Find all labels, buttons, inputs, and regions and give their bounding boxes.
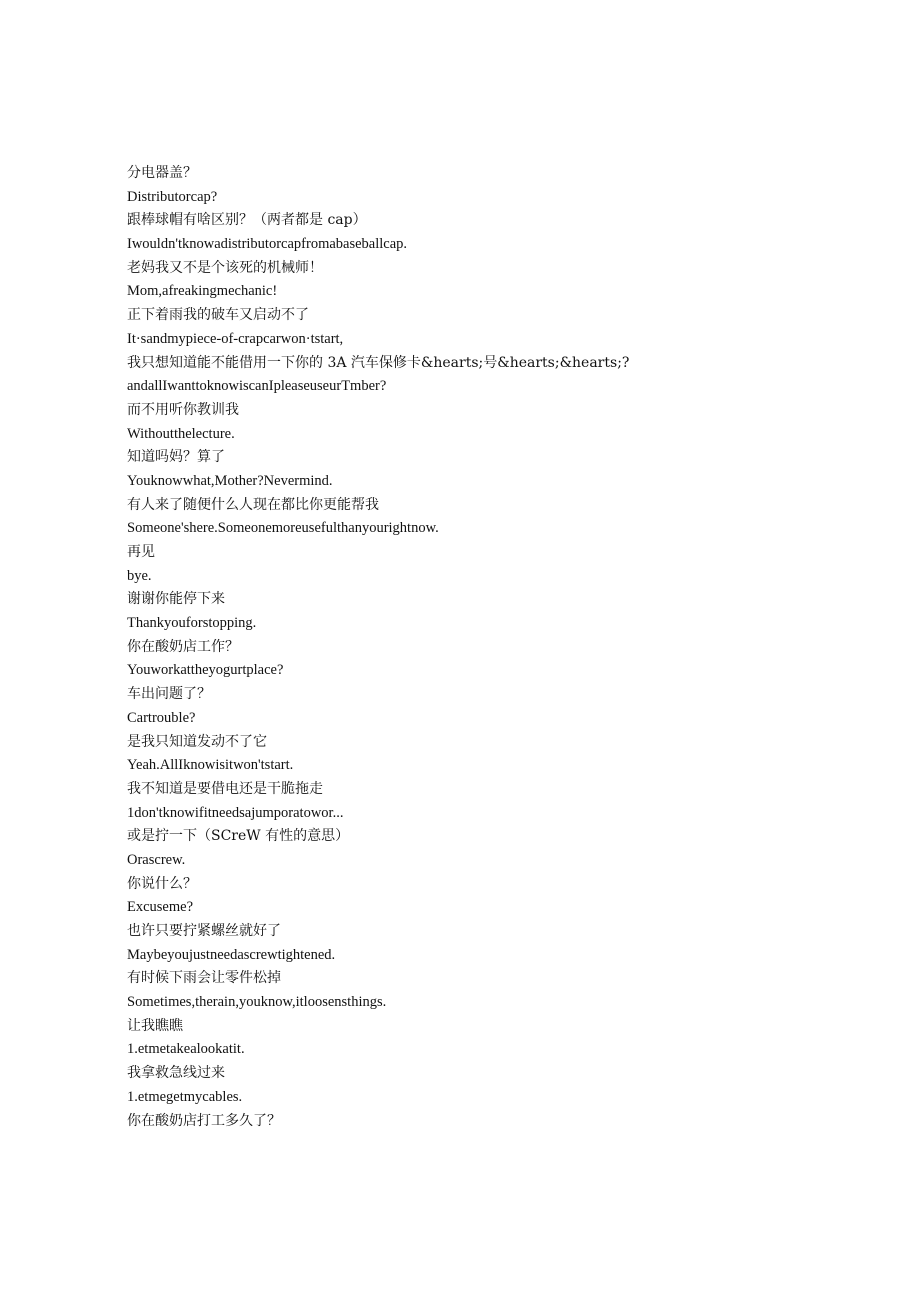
text-line: 正下着雨我的破车又启动不了 [127,307,309,324]
text-line: 我拿救急线过来 [127,1065,225,1082]
text-line: 谢谢你能停下来 [127,591,225,608]
text-line: 车出问题了？ [127,686,211,703]
text-line: 也许只要拧紧螺丝就好了 [127,923,281,939]
text-line: 1.etmegetmycables. [127,1088,243,1105]
text-line: Thankyouforstopping. [127,615,257,632]
text-line: 分电器盖？ [127,165,197,181]
text-line: Maybeyoujustneedascrewtightened. [127,946,336,963]
text-line: 再见 [127,544,155,560]
text-line: Youknowwhat,Mother?Nevermind. [127,472,333,489]
text-line: bye. [127,567,152,584]
text-line: It·sandmypiece-of-crapcarwon·tstart, [127,330,344,347]
text-line: 1.etmetakealookatit. [127,1041,245,1058]
text-line: 知道吗妈？算了 [127,449,225,466]
text-line: 有时候下雨会让零件松掉 [127,970,281,987]
text-line: Cartrouble? [127,709,196,726]
text-line: andallIwanttoknowiscanIpleaseuseurTmber? [127,378,387,395]
text-line: 我不知道是要借电还是干脆拖走 [127,780,323,797]
text-line: Orascrew. [127,851,186,868]
text-line: 老妈我又不是个该死的机械师！ [127,259,323,276]
text-line: Youworkattheyogurtplace? [127,662,284,679]
text-line: 或是拧一下（SCreW 有性的意思） [127,828,350,845]
text-line: 跟棒球帽有啥区别？（两者都是 cap） [127,212,367,229]
text-line: Someone'shere.Someonemoreusefulthanyourightnow. [127,520,439,537]
text-line: 是我只知道发动不了它 [127,733,267,750]
text-line: 有人来了随便什么人现在都比你更能帮我 [127,496,379,513]
text-line: 我只想知道能不能借用一下你的 3A 汽车保修卡&hearts;号&hearts;&hearts;? [127,354,630,371]
text-line: Withoutthelecture. [127,425,235,442]
text-line: Distributorcap? [127,188,218,205]
text-line: Yeah.AllIknowisitwon'tstart. [127,757,294,774]
text-line: 让我瞧瞧 [127,1017,183,1034]
text-line: 你说什么？ [127,875,197,892]
text-line: 你在酸奶店打工多久了？ [127,1112,281,1129]
document-body [127,162,827,1133]
text-line: 你在酸奶店工作？ [127,638,239,655]
text-line: Excuseme? [127,899,194,916]
text-line: Sometimes,therain,youknow,itloosensthings. [127,994,387,1011]
text-line: Mom,afreakingmechanic! [127,283,278,300]
text-line: 1don'tknowifitneedsajumporatowor... [127,804,344,821]
text-line: Iwouldn'tknowadistributorcapfromabaseballcap. [127,236,408,253]
text-line: 而不用听你教训我 [127,401,239,418]
